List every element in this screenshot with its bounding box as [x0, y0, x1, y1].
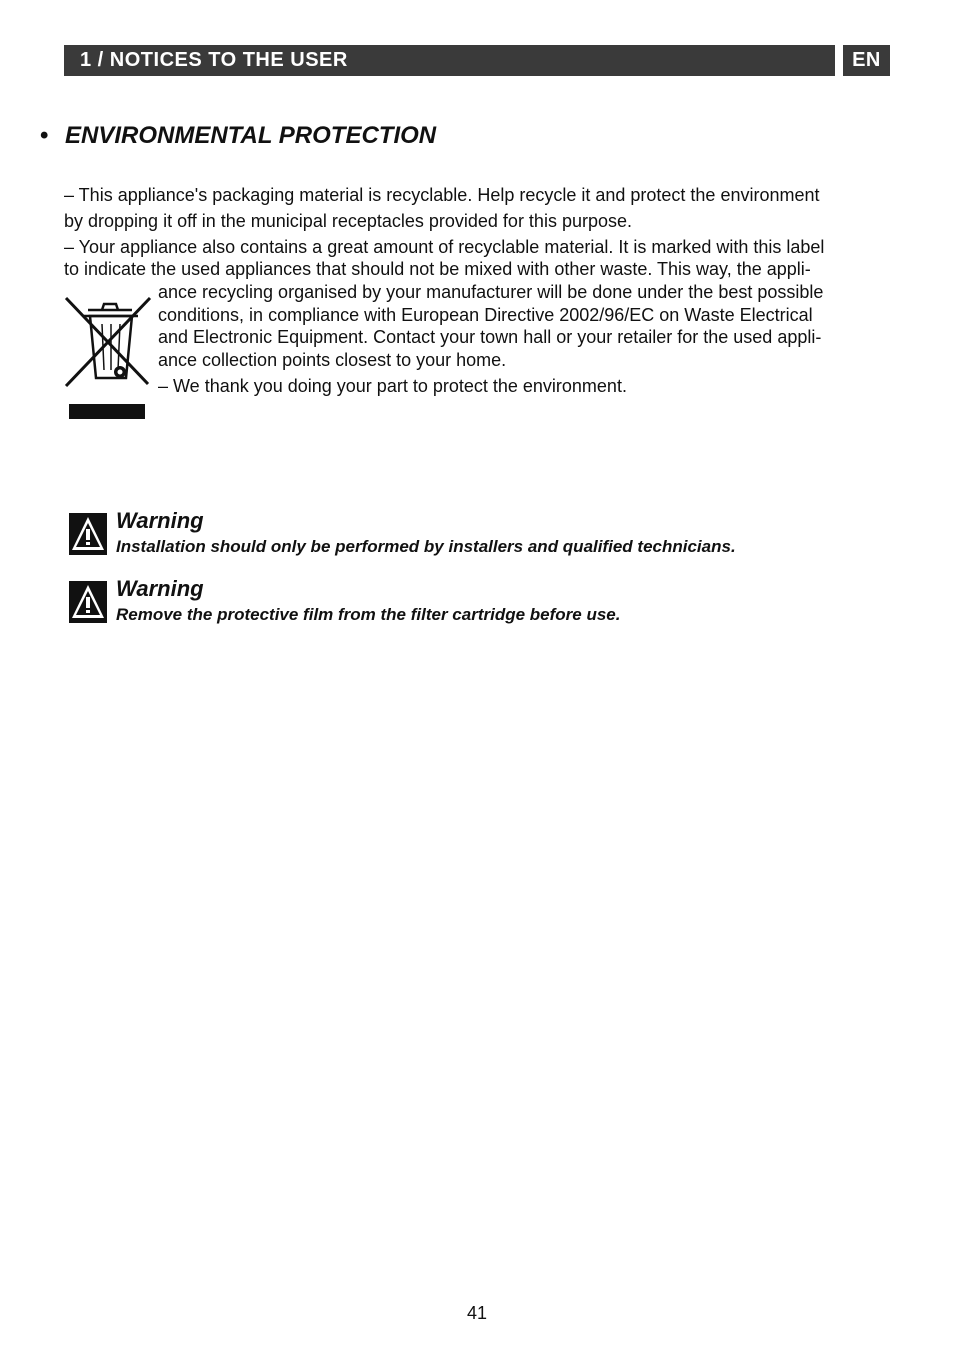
body-line: ance collection points closest to your home. [158, 350, 507, 370]
body-line: and Electronic Equipment. Contact your town hall or your retailer for the used appli- [158, 327, 822, 347]
body-line: – This appliance's packaging material is recyclable. Help recycle it and protect the environment [64, 185, 820, 205]
heading-bullet: • [40, 122, 49, 149]
body-line: conditions, in compliance with European Directive 2002/96/EC on Waste Electrical [158, 305, 813, 325]
page-number: 41 [466, 1303, 488, 1323]
body-line: to indicate the used appliances that should not be mixed with other waste. This way, the appli- [64, 259, 811, 279]
section-header-title: 1 / NOTICES TO THE USER [80, 49, 348, 71]
body-line: by dropping it off in the municipal receptacles provided for this purpose. [64, 211, 632, 231]
body-line: – Your appliance also contains a great amount of recyclable material. It is marked with this label [64, 237, 825, 257]
section-header-bar [64, 45, 835, 76]
crossed-out-wheelie-bin-icon [62, 292, 154, 422]
warning-title: Warning [116, 576, 204, 601]
heading-text: ENVIRONMENTAL PROTECTION [65, 122, 437, 149]
warning-title: Warning [116, 508, 204, 533]
section-heading [40, 122, 436, 150]
warning-triangle-icon [69, 513, 107, 555]
body-line: – We thank you doing your part to protect the environment. [158, 376, 627, 396]
warning-triangle-icon [69, 581, 107, 623]
warning-text: Remove the protective film from the filter cartridge before use. [116, 605, 621, 624]
warning-text: Installation should only be performed by installers and qualified technicians. [116, 537, 736, 556]
body-line: ance recycling organised by your manufacturer will be done under the best possible [158, 282, 824, 302]
language-badge: EN [843, 45, 890, 76]
